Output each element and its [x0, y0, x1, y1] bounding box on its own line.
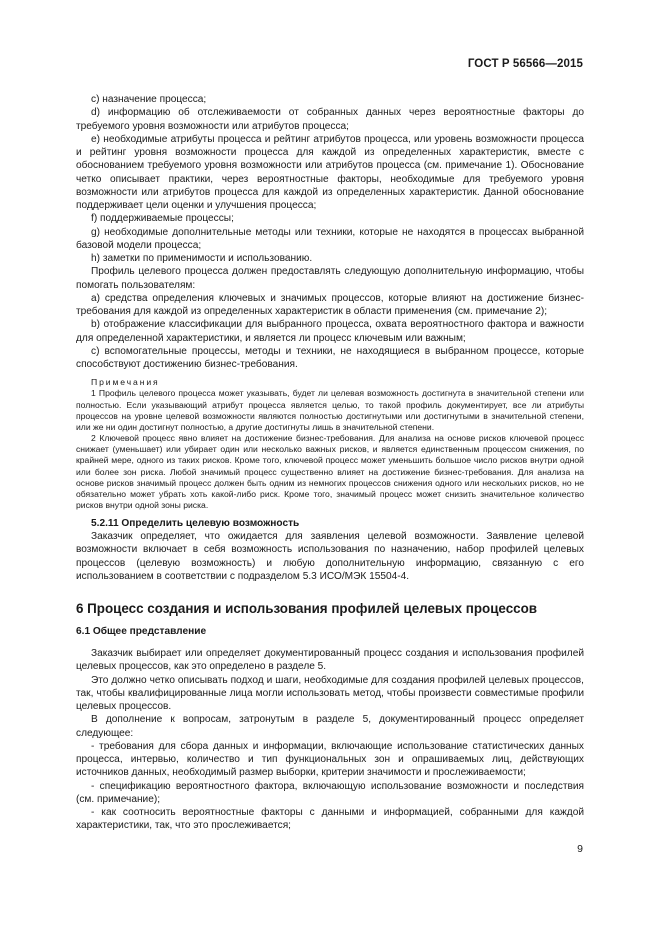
section-6-paragraph: Заказчик выбирает или определяет документированный процесс создания и использования профилей целевых процессов, как это определено в разделе 5. [76, 648, 584, 673]
section-6-bullet: - как соотносить вероятностные факторы с данными и информацией, собранными для каждой характеристики, так, что это прослеживается; [76, 807, 584, 832]
section-5-2-11-text: Заказчик определяет, что ожидается для заявления целевой возможности. Заявление целевой возможности включает в себя возможность использования по назначению, набор профилей целевых процессов (целевую возможность) и любую дополнительную информацию, связанную с его использованием в соответствии с подразделом 5.3 ИСО/МЭК 15504-4. [76, 531, 584, 582]
profile-intro-paragraph: Профиль целевого процесса должен предоставлять следующую дополнительную информацию, чтобы помогать пользователям: [76, 266, 584, 291]
notes-block [76, 377, 584, 511]
list-item-e: e) необходимые атрибуты процесса и рейтинг атрибутов процесса, или уровень возможности процесса и рейтинг уровня возможности процесса для каждой из определенных характеристик, вместе с обоснованием требуемого уровня возможности или атрибутов процесса (см. примечание 1). Обоснование четко описывает практики, через вероятностные факторы, необходимые для требуемого уровня возможности или атрибутов процесса для каждой из определенных характеристик. Данной обоснование поддерживает цели оценки и улучшения процесса; [76, 133, 584, 211]
list-item-c2: c) вспомогательные процессы, методы и техники, не находящиеся в выбранном процессе, которые способствуют достижению бизнес-требования. [76, 345, 584, 370]
note-2: 2 Ключевой процесс явно влияет на достижение бизнес-требования. Для анализа на основе рисков ключевой процесс снижает (уменьшает) или убирает один или несколько важных рисков, и является единственным процессом снижения, по крайней мере, одного из таких рисков. Кроме того, ключевой процесс может уменьшить большое число рисков внутри одной или более зон риска. Любой значимый процесс существенно влияет на достижение бизнес-требования. Для анализа на основе рисков значимый процесс должен быть одним из немногих процессов снижения одного или нескольких рисков, но не обязательно может убрать хоть какой-либо риск. Кроме того, значимый процесс может снизить значительное количество рисков внутри одной зоны риска. [76, 433, 584, 510]
document-id-header: ГОСТ Р 56566—2015 [467, 58, 583, 70]
section-6-paragraph: В дополнение к вопросам, затронутым в разделе 5, документированный процесс определяет следующее: [76, 714, 584, 739]
list-item-b: b) отображение классификации для выбранного процесса, охвата вероятностного фактора и важности для определенной характеристики, и является ли процесс ключевым или важным; [76, 319, 584, 344]
section-6-bullet: - требования для сбора данных и информации, включающие использование статистических данных процесса, интервью, количество и тип функциональных зон и опрашиваемых лиц, действующих источников данных, необходимый размер выборки, критерии значимости и прослеживаемости; [76, 740, 584, 779]
section-6-heading: 6 Процесс создания и использования профилей целевых процессов [76, 601, 538, 617]
list-item-h: h) заметки по применимости и использованию. [91, 253, 313, 264]
section-6-bullet: - спецификацию вероятностного фактора, включающую использование возможности и последствия (см. примечание); [76, 780, 584, 805]
list-item-a: a) средства определения ключевых и значимых процессов, которые влияют на достижение бизнес-требования для каждой из определенных характеристик в области применения (см. примечание 2); [76, 292, 584, 317]
list-item-f: f) поддерживаемые процессы; [91, 213, 234, 225]
page-content [76, 93, 584, 833]
section-6-paragraph: Это должно четко описывать подход и шаги, необходимые для создания профилей целевых процессов, так, чтобы квалифицированные лица могли использовать метод, чтобы произвести совместимые профили целевых процессов. [76, 674, 584, 713]
list-item-g: g) необходимые дополнительные методы или техники, которые не находятся в процессах выбранной базовой модели процесса; [76, 226, 584, 251]
note-1: 1 Профиль целевого процесса может указывать, будет ли целевая возможность достигнута в значительной степени или полностью. Если указывающий атрибут процесса является целью, то такой профиль документирует, все ли атрибуты процессов на уровне целевой возможности являются полностью достигнутыми или достигнутыми в значительной степени, или же ни один достигнут полностью, а другие достигнуты лишь в значительной степени. [76, 388, 584, 432]
section-5-2-11-heading: 5.2.11 Определить целевую возможность [91, 518, 300, 530]
page-number: 9 [577, 843, 583, 855]
notes-heading: Примечания [91, 377, 160, 388]
list-item-c: c) назначение процесса; [91, 94, 207, 105]
section-6-1-heading: 6.1 Общее представление [76, 626, 207, 638]
list-item-d: d) информацию об отслеживаемости от собранных данных через вероятностные факторы до требуемого уровня возможности или атрибутов процесса; [76, 107, 584, 132]
